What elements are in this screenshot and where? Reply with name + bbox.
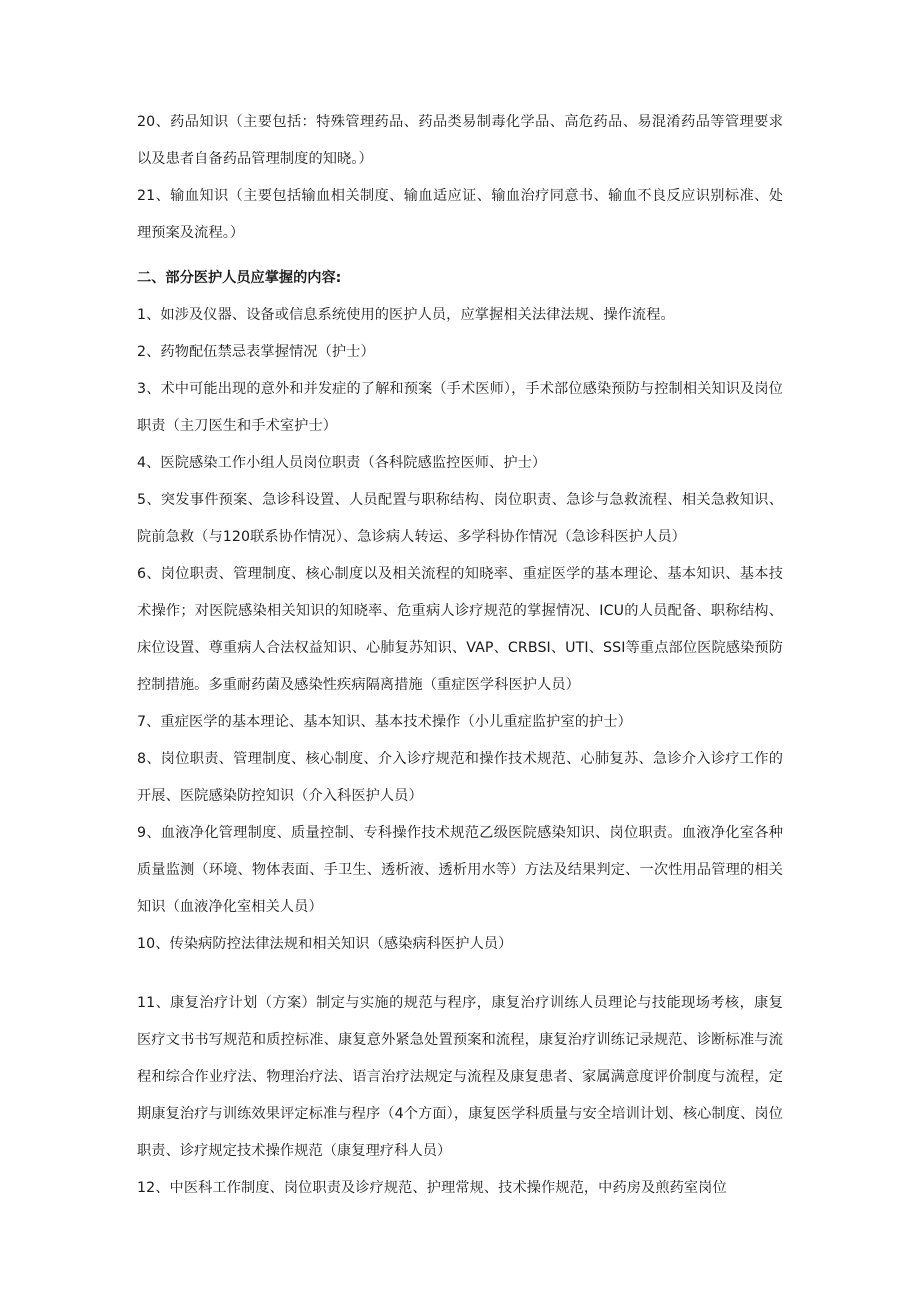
list-item-3: 3、术中可能出现的意外和并发症的了解和预案（手术医师），手术部位感染预防与控制相关知识及岗位职责（主刀医生和手术室护士）	[137, 381, 783, 434]
list-item-10: 10、传染病防控法律法规和相关知识（感染病科医护人员）	[137, 936, 513, 952]
list-item-4: 4、医院感染工作小组人员岗位职责（各科院感监控医师、护士）	[137, 455, 547, 471]
section-heading: 二、部分医护人员应掌握的内容:	[137, 270, 342, 286]
list-item-7: 7、重症医学的基本理论、基本知识、基本技术操作（小儿重症监护室的护士）	[137, 714, 632, 730]
list-item-8: 8、岗位职责、管理制度、核心制度、介入诊疗规范和操作技术规范、心肺复苏、急诊介入诊疗工作的开展、医院感染防控知识（介入科医护人员）	[137, 751, 783, 804]
list-item-5: 5、突发事件预案、急诊科设置、人员配置与职称结构、岗位职责、急诊与急救流程、相关急救知识、院前急救（与120联系协作情况）、急诊病人转运、多学科协作情况（急诊科医护人员）	[137, 492, 783, 545]
list-item-11: 11、康复治疗计划（方案）制定与实施的规范与程序，康复治疗训练人员理论与技能现场考核，康复医疗文书书写规范和质控标准、康复意外紧急处置预案和流程，康复治疗训练记录规范、诊断标准与流程和综合作业疗法、物理治疗法、语言治疗法规定与流程及康复患者、家属满意度评价制度与流程，定期康复治疗与训练效果评定标准与程序（4个方面），康复医学科质量与安全培训计划、核心制度、岗位职责、诊疗规定技术操作规范（康复理疗科人员）	[137, 995, 783, 1159]
list-item-21: 21、输血知识（主要包括输血相关制度、输血适应证、输血治疗同意书、输血不良反应识别标准、处理预案及流程。）	[137, 188, 783, 241]
document-body	[137, 104, 783, 1207]
list-item-1: 1、如涉及仪器、设备或信息系统使用的医护人员，应掌握相关法律法规、操作流程。	[137, 307, 675, 323]
list-item-9: 9、血液净化管理制度、质量控制、专科操作技术规范乙级医院感染知识、岗位职责。血液净化室各种质量监测（环境、物体表面、手卫生、透析液、透析用水等）方法及结果判定、一次性用品管理的相关知识（血液净化室相关人员）	[137, 825, 783, 915]
list-item-6: 6、岗位职责、管理制度、核心制度以及相关流程的知晓率、重症医学的基本理论、基本知识、基本技术操作；对医院感染相关知识的知晓率、危重病人诊疗规范的掌握情况、ICU的人员配备、职称结构、床位设置、尊重病人合法权益知识、心肺复苏知识、VAP、CRBSI、UTI、SSI等重点部位医院感染预防控制措施。多重耐药菌及感染性疾病隔离措施（重症医学科医护人员）	[137, 566, 783, 693]
paragraph-gap	[137, 963, 783, 985]
list-item-2: 2、药物配伍禁忌表掌握情况（护士）	[137, 344, 375, 360]
list-item-12: 12、中医科工作制度、岗位职责及诊疗规范、护理常规、技术操作规范，中药房及煎药室岗位	[137, 1180, 727, 1196]
list-item-20: 20、药品知识（主要包括：特殊管理药品、药品类易制毒化学品、高危药品、易混淆药品等管理要求以及患者自备药品管理制度的知晓。）	[137, 114, 783, 167]
